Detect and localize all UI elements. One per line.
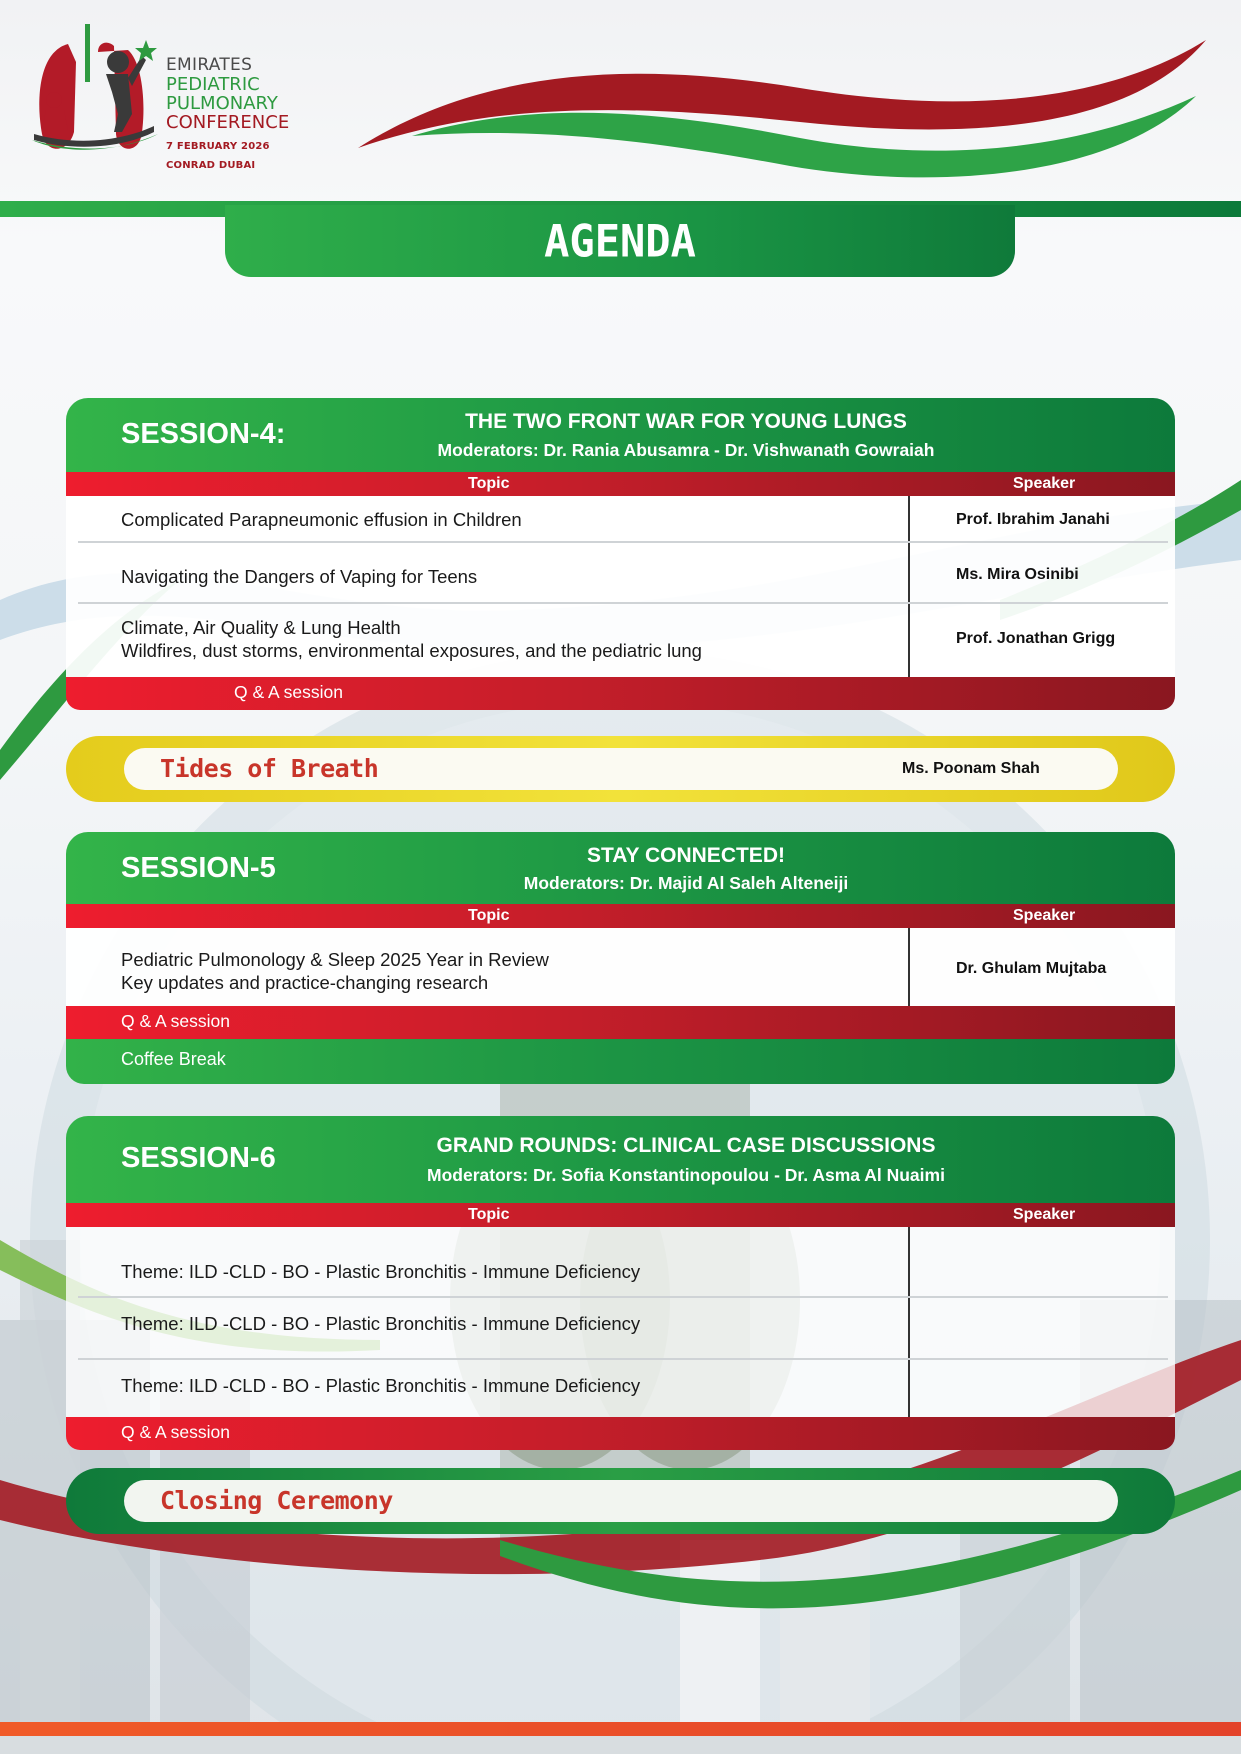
qa-session-bar <box>66 1417 1175 1450</box>
logo-wordmark <box>166 56 308 175</box>
session-label: SESSION-6 <box>121 1142 276 1174</box>
row-topic <box>121 616 702 662</box>
row-topic-line-2: Wildfires, dust storms, environmental exposures, and the pediatric lung <box>121 640 702 661</box>
session-header <box>66 1116 1175 1203</box>
session-header <box>66 832 1175 904</box>
table-row <box>66 544 1175 602</box>
row-topic: Theme: ILD -CLD - BO - Plastic Bronchitis - Immune Deficiency <box>121 1261 641 1282</box>
row-topic: Complicated Parapneumonic effusion in Children <box>121 509 522 530</box>
closing-title: Closing Ceremony <box>160 1486 393 1515</box>
session-rows <box>66 928 1175 1006</box>
topic-column-header: Topic <box>468 475 510 492</box>
session-4 <box>66 398 1175 712</box>
session-moderators: Moderators: Dr. Majid Al Saleh Alteneiji <box>523 873 849 893</box>
closing-inner <box>124 1480 1118 1522</box>
interlude-title: Tides of Breath <box>160 754 379 783</box>
footer-base <box>0 1736 1241 1754</box>
row-topic: Theme: ILD -CLD - BO - Plastic Bronchitis - Immune Deficiency <box>121 1375 641 1396</box>
column-header-bar <box>66 472 1175 496</box>
qa-session-label: Q & A session <box>121 1422 230 1442</box>
qa-session-label: Q & A session <box>234 682 343 702</box>
interlude-inner <box>124 748 1118 790</box>
page-title: AGENDA <box>544 215 696 267</box>
coffee-break-bar <box>66 1039 1175 1084</box>
agenda-title-tab <box>225 205 1015 277</box>
table-row <box>66 1297 1175 1357</box>
session-title: GRAND ROUNDS: CLINICAL CASE DISCUSSIONS <box>436 1134 936 1157</box>
row-speaker: Ms. Mira Osinibi <box>956 566 1079 583</box>
row-topic-line-1: Climate, Air Quality & Lung Health <box>121 617 401 638</box>
table-row <box>66 604 1175 677</box>
session-title: THE TWO FRONT WAR FOR YOUNG LUNGS <box>465 410 907 433</box>
row-topic <box>121 948 549 994</box>
qa-session-bar <box>66 677 1175 710</box>
session-6 <box>66 1116 1175 1450</box>
table-row <box>66 1227 1175 1297</box>
conference-logo <box>28 22 308 171</box>
row-topic-line-2: Key updates and practice-changing research <box>121 972 489 993</box>
column-header-bar <box>66 904 1175 928</box>
row-topic-line-1: Pediatric Pulmonology & Sleep 2025 Year in Review <box>121 949 549 970</box>
speaker-column-header: Speaker <box>1013 475 1076 492</box>
table-row <box>66 496 1175 544</box>
table-row <box>66 928 1175 1006</box>
lungs-children-logo-icon <box>28 22 158 162</box>
row-speaker: Prof. Jonathan Grigg <box>956 630 1116 647</box>
session-header <box>66 398 1175 472</box>
speaker-column-header: Speaker <box>1013 1206 1076 1223</box>
column-header-bar <box>66 1203 1175 1227</box>
row-topic: Navigating the Dangers of Vaping for Teens <box>121 566 478 587</box>
session-rows <box>66 496 1175 677</box>
topic-column-header: Topic <box>468 1206 510 1223</box>
interlude-speaker: Ms. Poonam Shah <box>902 760 1040 777</box>
interlude-bar <box>66 736 1175 802</box>
logo-line-2: PEDIATRIC <box>166 74 260 95</box>
qa-session-label: Q & A session <box>121 1011 230 1031</box>
row-topic: Theme: ILD -CLD - BO - Plastic Bronchitis - Immune Deficiency <box>121 1313 641 1334</box>
footer-stripe <box>0 1722 1241 1736</box>
coffee-break-label: Coffee Break <box>121 1049 226 1069</box>
logo-line-3: PULMONARY <box>166 93 278 114</box>
logo-line-1: EMIRATES <box>166 55 253 75</box>
qa-session-bar <box>66 1006 1175 1039</box>
logo-date: 7 FEBRUARY 2026 CONRAD DUBAI <box>166 141 270 171</box>
session-rows <box>66 1227 1175 1417</box>
speaker-column-header: Speaker <box>1013 907 1076 924</box>
session-label: SESSION-5 <box>121 852 276 884</box>
session-title: STAY CONNECTED! <box>587 844 785 867</box>
flag-wave-decoration <box>330 30 1220 180</box>
table-row <box>66 1359 1175 1417</box>
session-moderators: Moderators: Dr. Rania Abusamra - Dr. Vishwanath Gowraiah <box>437 440 935 460</box>
session-label: SESSION-4: <box>121 418 286 450</box>
logo-line-4: CONFERENCE <box>166 112 290 133</box>
closing-ceremony-bar <box>66 1468 1175 1534</box>
topic-column-header: Topic <box>468 907 510 924</box>
session-5 <box>66 832 1175 1084</box>
row-divider <box>78 541 1168 543</box>
row-speaker: Prof. Ibrahim Janahi <box>956 511 1110 528</box>
session-moderators: Moderators: Dr. Sofia Konstantinopoulou - Dr. Asma Al Nuaimi <box>427 1165 945 1185</box>
row-speaker: Dr. Ghulam Mujtaba <box>956 960 1107 977</box>
